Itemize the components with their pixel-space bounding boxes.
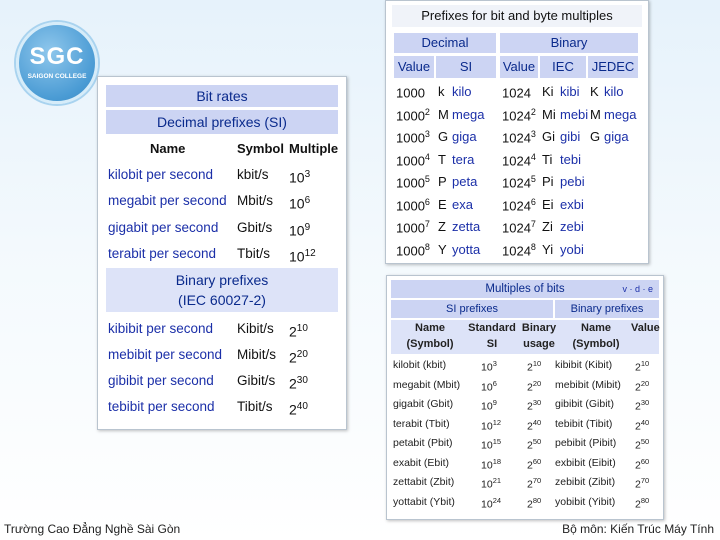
prefix-row — [386, 239, 648, 261]
left_table.decimal_rows-row — [106, 216, 338, 240]
rate-symbol: kbit/s — [237, 167, 269, 182]
multiple-exponent: 3 — [304, 169, 311, 180]
decimal-value — [396, 197, 430, 213]
left_table.decimal_rows-row — [106, 189, 338, 213]
rate-multiple — [289, 349, 308, 366]
binary-value — [502, 174, 536, 190]
binary-value — [635, 496, 649, 511]
value-base: 2 — [635, 420, 641, 432]
h-symbol-binary: (Symbol) — [572, 338, 620, 350]
multiple-base: 2 — [289, 401, 297, 418]
rate-symbol: Mibit/s — [237, 347, 277, 362]
binary-unit: exbibit (Eibit) — [555, 456, 616, 469]
multiple-row — [387, 356, 663, 375]
binary-exponent: 3 — [530, 129, 536, 139]
si-base: 10 — [481, 498, 493, 510]
binary-exponent: 5 — [530, 174, 536, 184]
value-exp: 60 — [640, 456, 650, 466]
iec-symbol: Gi — [542, 129, 555, 144]
multiple-row — [387, 493, 663, 512]
multiple-base: 2 — [289, 349, 297, 366]
jedec-symbol: K — [590, 84, 599, 99]
binary-usage — [527, 476, 541, 491]
binary-exponent: 2 — [530, 106, 536, 117]
binary-header: Binary — [500, 33, 638, 53]
iec-symbol: Ki — [542, 84, 554, 99]
multiple-base: 10 — [289, 195, 305, 212]
si-value — [481, 496, 501, 511]
iec-name: pebi — [560, 174, 585, 189]
rate-name: megabit per second — [108, 193, 227, 208]
value-exp: 70 — [640, 476, 650, 485]
decimal-base: 1000 — [396, 220, 425, 236]
decimal-value — [396, 242, 430, 258]
usage-base: 2 — [527, 400, 533, 413]
si-unit: gigabit (Gbit) — [393, 398, 454, 410]
logo-text: SGC — [29, 43, 85, 70]
rate-multiple — [289, 222, 310, 239]
si-name: giga — [452, 129, 477, 144]
si-value — [481, 437, 501, 452]
h-binary: Binary — [521, 322, 557, 334]
decimal-header: Decimal — [394, 33, 496, 53]
decimal-value — [396, 107, 430, 123]
multiple-base: 10 — [289, 248, 305, 265]
usage-base: 2 — [527, 381, 533, 393]
prefix-row — [386, 216, 648, 238]
si-name: peta — [452, 174, 478, 189]
binary-value — [502, 219, 536, 235]
value-base: 2 — [635, 478, 641, 491]
rate-name: gibibit per second — [108, 373, 214, 388]
si-value — [481, 398, 497, 413]
si-unit: megabit (Mbit) — [393, 378, 461, 391]
left_table.binary_rows-row — [106, 369, 338, 393]
decimal-exponent: 5 — [424, 174, 430, 184]
si-name: tera — [452, 151, 475, 167]
decimal-prefixes-header: Decimal prefixes (SI) — [106, 110, 338, 134]
decimal-base: 1000 — [396, 85, 425, 101]
binary-value — [635, 398, 649, 413]
iec-name: mebi — [560, 106, 589, 122]
rate-symbol: Gbit/s — [237, 220, 273, 235]
decimal-base: 1000 — [396, 107, 425, 123]
iec-name: kibi — [560, 84, 580, 99]
si-value — [481, 476, 501, 491]
si-unit: terabit (Tbit) — [393, 417, 450, 430]
multiple-row — [387, 454, 663, 473]
prefixes-table — [385, 0, 649, 264]
binary-value — [635, 359, 649, 374]
multiple-exponent: 6 — [304, 195, 311, 206]
si-symbol: P — [438, 174, 447, 189]
usage-exp: 30 — [532, 398, 542, 407]
prefix-row — [386, 81, 648, 103]
left_table.decimal_rows-row — [106, 163, 338, 187]
multiples-column-headers — [391, 320, 659, 354]
value-base: 2 — [635, 381, 641, 393]
column-name: Name — [150, 141, 186, 156]
multiple-exponent: 40 — [296, 401, 308, 412]
si-exp: 18 — [492, 456, 502, 466]
usage-exp: 60 — [532, 456, 542, 466]
value-exp: 20 — [640, 378, 650, 388]
si-prefixes-header: SI prefixes — [391, 300, 553, 318]
binary-usage — [527, 359, 541, 374]
si-base: 10 — [481, 439, 493, 452]
iec-name: yobi — [560, 241, 584, 257]
h-name: Name — [415, 322, 445, 334]
decimal-exponent: 4 — [424, 151, 430, 162]
prefix-row — [386, 194, 648, 216]
si-unit: yottabit (Ybit) — [393, 495, 455, 508]
value-exp: 80 — [640, 495, 650, 505]
si-name: exa — [452, 196, 473, 212]
rate-multiple — [289, 401, 308, 418]
si-exp: 6 — [492, 378, 497, 388]
si-exp: 24 — [492, 495, 502, 505]
h-symbol: (Symbol) — [406, 338, 454, 350]
binary-unit: mebibit (Mibit) — [555, 378, 621, 391]
prefix-row — [386, 149, 648, 171]
binary-usage — [527, 496, 541, 511]
rate-name: tebibit per second — [108, 399, 215, 414]
decimal-base: 1000 — [396, 175, 425, 191]
si-symbol: T — [438, 151, 446, 167]
binary-value — [635, 437, 649, 452]
left_table.binary_rows-row — [106, 343, 338, 367]
binary-base: 1024 — [502, 152, 531, 168]
binary-exponent: 6 — [530, 196, 536, 207]
multiple-row — [387, 434, 663, 453]
col-jedec: JEDEC — [588, 56, 638, 78]
prefixes-table-title: Prefixes for bit and byte multiples — [392, 5, 642, 27]
iec-name: zebi — [560, 219, 584, 234]
multiple-base: 2 — [289, 323, 297, 340]
col-si: SI — [436, 56, 496, 78]
decimal-exponent: 2 — [424, 106, 430, 117]
iec-standard-label: (IEC 60027-2) — [178, 292, 266, 308]
rate-multiple — [289, 169, 310, 186]
binary-exponent: 8 — [530, 241, 536, 252]
multiple-row — [387, 376, 663, 395]
rate-symbol: Gibit/s — [237, 373, 276, 388]
bit-rates-title: Bit rates — [106, 85, 338, 107]
bit-rates-table — [97, 76, 347, 430]
usage-base: 2 — [527, 420, 533, 432]
si-symbol: E — [438, 196, 447, 212]
multiple-exponent: 9 — [304, 222, 311, 233]
si-name: zetta — [452, 219, 481, 234]
si-base: 10 — [481, 361, 493, 374]
rate-symbol: Mbit/s — [237, 193, 274, 208]
jedec-symbol: M — [590, 106, 601, 122]
h-usage: usage — [523, 338, 555, 350]
decimal-value — [396, 152, 430, 168]
rate-name: kibibit per second — [108, 321, 214, 336]
si-exp: 3 — [492, 359, 497, 368]
usage-exp: 70 — [532, 476, 542, 485]
col-value-binary: Value — [500, 56, 538, 78]
value-exp: 50 — [640, 437, 650, 446]
iec-symbol: Pi — [542, 174, 554, 189]
rate-multiple — [289, 195, 310, 212]
prefix-row — [386, 171, 648, 193]
usage-exp: 50 — [532, 437, 542, 446]
usage-base: 2 — [527, 498, 533, 510]
rate-symbol: Kibit/s — [237, 321, 274, 336]
usage-exp: 10 — [532, 359, 542, 368]
si-base: 10 — [481, 459, 493, 471]
bit-rates-column-headers — [106, 139, 338, 161]
value-base: 2 — [635, 498, 641, 510]
rate-multiple — [289, 248, 316, 265]
multiple-exponent: 10 — [296, 323, 308, 334]
rate-name: gigabit per second — [108, 220, 219, 235]
binary-exponent: 7 — [530, 219, 536, 229]
multiple-base: 10 — [289, 169, 305, 186]
left_table.decimal_rows-row — [106, 242, 338, 266]
multiples-title-text: Multiples of bits — [485, 283, 565, 295]
col-iec: IEC — [540, 56, 586, 78]
multiples-title — [391, 280, 659, 298]
vde-links[interactable]: v · d · e — [622, 284, 653, 294]
iec-symbol: Yi — [542, 241, 554, 257]
binary-exponent: 4 — [530, 151, 536, 162]
si-symbol: Z — [438, 219, 446, 234]
binary-value — [502, 152, 536, 168]
rate-name: kilobit per second — [108, 167, 214, 182]
si-symbol: k — [438, 84, 445, 99]
decimal-value — [396, 219, 430, 235]
multiple-row — [387, 473, 663, 492]
binary-unit: zebibit (Zibit) — [555, 476, 616, 488]
binary-base: 1024 — [502, 107, 531, 123]
value-base: 2 — [635, 400, 641, 413]
binary-value — [502, 84, 531, 100]
h-name-binary: Name — [581, 322, 611, 334]
rate-multiple — [289, 323, 308, 340]
binary-value — [502, 129, 536, 145]
si-name: mega — [452, 106, 485, 122]
si-value — [481, 418, 501, 433]
decimal-base: 1000 — [396, 242, 425, 258]
binary-value — [635, 476, 649, 491]
rate-multiple — [289, 375, 308, 392]
decimal-exponent: 6 — [424, 196, 430, 207]
value-base: 2 — [635, 459, 641, 471]
si-base: 10 — [481, 420, 493, 432]
decimal-value — [396, 129, 430, 145]
si-value — [481, 379, 497, 394]
si-exp: 21 — [492, 476, 502, 485]
binary-base: 1024 — [502, 130, 531, 146]
iec-name: gibi — [560, 129, 581, 144]
left_table.binary_rows-row — [106, 317, 338, 341]
binary-usage — [527, 457, 541, 472]
binary-value — [635, 457, 649, 472]
multiple-row — [387, 395, 663, 414]
jedec-name: giga — [604, 129, 629, 144]
si-value — [481, 359, 497, 374]
si-name: kilo — [452, 84, 472, 99]
prefix-row — [386, 104, 648, 126]
value-exp: 10 — [640, 359, 650, 368]
decimal-base: 1000 — [396, 130, 425, 146]
binary-prefixes-title: Binary prefixes — [175, 272, 269, 288]
prefix-row — [386, 126, 648, 148]
binary-usage — [527, 418, 541, 433]
binary-unit: yobibit (Yibit) — [555, 495, 616, 508]
h-value: Value — [631, 322, 660, 334]
multiple-exponent: 20 — [296, 349, 308, 360]
binary-unit: gibibit (Gibit) — [555, 398, 614, 410]
footer-college-name: Trường Cao Đẳng Nghề Sài Gòn — [4, 522, 181, 536]
binary-base: 1024 — [502, 175, 531, 191]
rate-name: mebibit per second — [108, 347, 223, 362]
footer-department: Bộ môn: Kiến Trúc Máy Tính — [562, 522, 714, 536]
iec-symbol: Ti — [542, 151, 553, 167]
decimal-base: 1000 — [396, 197, 425, 213]
binary-usage — [527, 437, 541, 452]
multiple-exponent: 30 — [296, 375, 308, 386]
jedec-name: kilo — [604, 84, 624, 99]
iec-name: exbi — [560, 196, 584, 212]
logo-subtext: SAIGON COLLEGE — [27, 73, 87, 80]
column-multiple: Multiple — [289, 141, 339, 156]
multiple-base: 2 — [289, 375, 297, 392]
binary-prefixes-subheader: Binary prefixes — [555, 300, 659, 318]
binary-value — [635, 418, 649, 433]
si-symbol: M — [438, 106, 449, 122]
rate-symbol: Tibit/s — [237, 399, 273, 414]
rate-symbol: Tbit/s — [237, 246, 271, 261]
si-unit: kilobit (kbit) — [393, 359, 447, 371]
usage-exp: 80 — [532, 495, 542, 505]
si-base: 10 — [481, 400, 493, 413]
h-si: SI — [486, 338, 498, 350]
jedec-symbol: G — [590, 129, 601, 144]
si-base: 10 — [481, 381, 493, 393]
usage-base: 2 — [527, 439, 533, 452]
binary-base: 1024 — [502, 242, 531, 258]
left_table.binary_rows-row — [106, 395, 338, 419]
si-unit: petabit (Pbit) — [393, 437, 453, 449]
si-name: yotta — [452, 241, 481, 257]
value-exp: 30 — [640, 398, 650, 407]
decimal-value — [396, 174, 430, 190]
usage-base: 2 — [527, 361, 533, 374]
si-unit: zettabit (Zbit) — [393, 476, 455, 488]
decimal-base: 1000 — [396, 152, 425, 168]
multiple-base: 10 — [289, 222, 305, 239]
column-symbol: Symbol — [237, 141, 284, 156]
si-unit: exabit (Ebit) — [393, 456, 450, 469]
binary-unit: tebibit (Tibit) — [555, 417, 613, 430]
binary-base: 1024 — [502, 85, 531, 101]
si-symbol: Y — [438, 241, 447, 257]
binary-unit: pebibit (Pibit) — [555, 437, 617, 449]
si-exp: 12 — [492, 417, 502, 427]
si-symbol: G — [438, 129, 449, 144]
value-base: 2 — [635, 439, 641, 452]
multiple-exponent: 12 — [304, 248, 316, 259]
iec-symbol: Ei — [542, 196, 554, 212]
binary-usage — [527, 379, 541, 394]
si-exp: 9 — [492, 398, 497, 407]
jedec-name: mega — [604, 106, 637, 122]
decimal-exponent: 7 — [424, 219, 430, 229]
multiple-row — [387, 415, 663, 434]
binary-value — [502, 107, 536, 123]
decimal-value — [396, 84, 425, 100]
binary-value — [502, 197, 536, 213]
binary-usage — [527, 398, 541, 413]
binary-prefixes-header — [106, 268, 338, 312]
usage-exp: 20 — [532, 378, 542, 388]
decimal-exponent: 3 — [424, 129, 430, 139]
binary-value — [635, 379, 649, 394]
si-base: 10 — [481, 478, 493, 491]
rate-name: terabit per second — [108, 246, 217, 261]
binary-value — [502, 242, 536, 258]
usage-base: 2 — [527, 478, 533, 491]
col-value-decimal: Value — [394, 56, 434, 78]
usage-exp: 40 — [532, 417, 542, 427]
binary-base: 1024 — [502, 197, 531, 213]
h-standard: Standard — [468, 322, 516, 334]
iec-name: tebi — [560, 151, 581, 167]
college-logo — [16, 22, 98, 104]
si-value — [481, 457, 501, 472]
value-exp: 40 — [640, 417, 650, 427]
decimal-exponent: 8 — [424, 241, 430, 252]
usage-base: 2 — [527, 459, 533, 471]
iec-symbol: Mi — [542, 106, 556, 122]
iec-symbol: Zi — [542, 219, 553, 234]
binary-unit: kibibit (Kibit) — [555, 359, 613, 371]
multiples-of-bits-table — [386, 275, 664, 520]
si-exp: 15 — [492, 437, 502, 446]
value-base: 2 — [635, 361, 641, 374]
binary-base: 1024 — [502, 220, 531, 236]
